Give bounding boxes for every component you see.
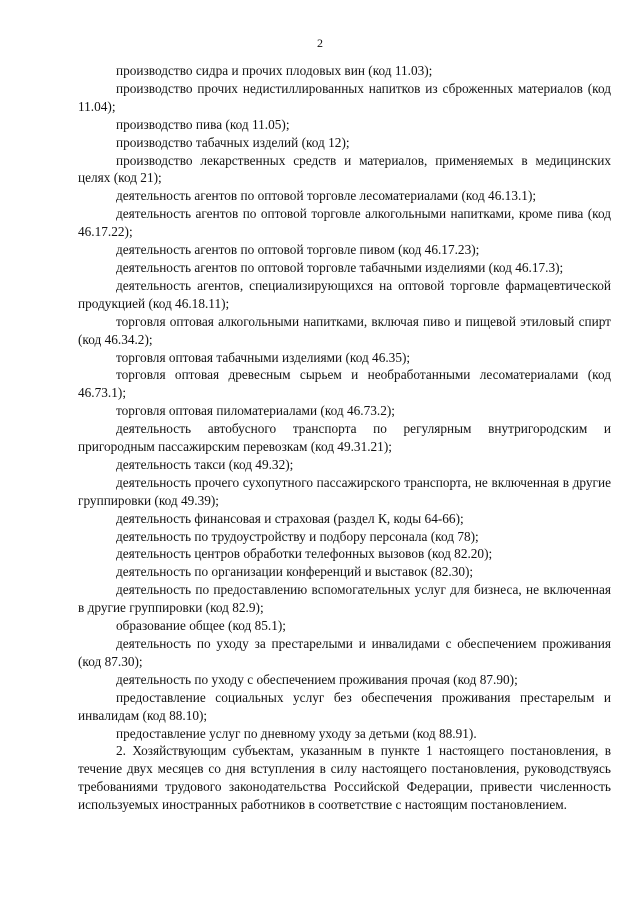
list-item: деятельность центров обработки телефонных вызовов (код 82.20); — [116, 546, 493, 562]
list-item: деятельность финансовая и страховая (раздел К, коды 64-66); — [116, 510, 464, 526]
list-item: торговля оптовая древесным сырьем и необработанными лесоматериалами (код 46.73.1); — [78, 367, 611, 401]
list-item: деятельность по уходу за престарелыми и инвалидами с обеспечением проживания (код 87.30); — [78, 636, 611, 669]
list-item: деятельность по предоставлению вспомогательных услуг для бизнеса, не включенная в другие группировки (код 82.9); — [78, 582, 611, 616]
list-item: деятельность агентов, специализирующихся на оптовой торговле фармацевтической продукцией (код 46.18.11); — [78, 277, 611, 311]
list-item: деятельность по трудоустройству и подбору персонала (код 78); — [116, 528, 479, 544]
list-item: предоставление услуг по дневному уходу за детьми (код 88.91). — [116, 725, 477, 741]
clause-paragraph: 2. Хозяйствующим субъектам, указанным в пункте 1 настоящего постановления, в течение двух месяцев со дня вступления в силу настоящего постановления, руководствуясь требованиями трудового законодательства Российской Федерации, привести численность используемых иностранных работников в соответствие с настоящим постановлением. — [78, 743, 611, 813]
list-item: производство сидра и прочих плодовых вин (код 11.03); — [116, 63, 433, 78]
page-number: 2 — [317, 36, 323, 50]
list-item: предоставление социальных услуг без обеспечения проживания престарелым и инвалидам (код 88.10); — [78, 689, 611, 723]
list-item: деятельность агентов по оптовой торговле лесоматериалами (код 46.13.1); — [116, 188, 537, 204]
list-item: торговля оптовая алкогольными напитками, включая пиво и пищевой этиловый спирт (код 46.34.2); — [78, 313, 611, 347]
list-item: деятельность прочего сухопутного пассажирского транспорта, не включенная в другие группировки (код 49.39); — [78, 474, 611, 508]
list-item: деятельность по уходу с обеспечением проживания прочая (код 87.90); — [116, 671, 518, 687]
list-item: деятельность агентов по оптовой торговле пивом (код 46.17.23); — [116, 242, 480, 258]
list-item: торговля оптовая пиломатериалами (код 46.73.2); — [116, 403, 395, 419]
list-item: производство прочих недистиллированных напитков из сброженных материалов (код 11.04); — [78, 80, 611, 114]
list-item: деятельность по организации конференций и выставок (82.30); — [116, 564, 474, 580]
list-item: деятельность агентов по оптовой торговле алкогольными напитками, кроме пива (код 46.17.22); — [78, 206, 611, 240]
list-item: производство лекарственных средств и материалов, применяемых в медицинских целях (код 21); — [78, 152, 611, 186]
list-item: деятельность агентов по оптовой торговле табачными изделиями (код 46.17.3); — [116, 259, 564, 275]
list-item: деятельность автобусного транспорта по регулярным внутригородским и пригородным пассажирским перевозкам (код 49.31.21); — [78, 421, 611, 455]
list-item: образование общее (код 85.1); — [116, 618, 286, 634]
document-body — [78, 62, 611, 814]
list-item: торговля оптовая табачными изделиями (код 46.35); — [116, 349, 411, 365]
list-item: производство табачных изделий (код 12); — [116, 134, 350, 150]
list-item: производство пива (код 11.05); — [116, 116, 290, 132]
list-item: деятельность такси (код 49.32); — [116, 456, 294, 472]
